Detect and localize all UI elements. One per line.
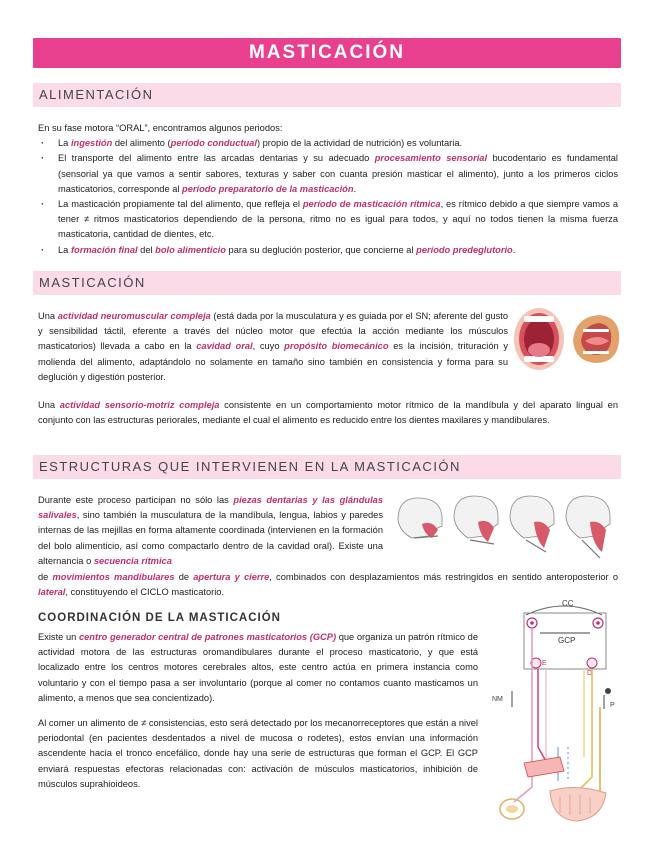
svg-text:P: P: [610, 702, 615, 709]
list-item: · El transporte del alimento entre las arcadas dentarias y su adecuado procesamiento sensorial bucodentario es fundamental (sensorial ya que vamos a sentir sabores, texturas y saber con cuanta presión masticar el alimento), junto a los primeros ciclos masticatorios, corresponde al período preparatorio de la masticación.: [38, 151, 618, 197]
estructuras-paragraph-bottom: de movimientos mandibulares de apertura y cierre, combinados con desplazamientos más restringidos en sentido anteroposterior o lateral, constituyendo el CICLO masticatorio.: [38, 572, 619, 598]
section-header-estructuras: ESTRUCTURAS QUE INTERVIENEN EN LA MASTICACIÓN: [33, 455, 621, 479]
diagram-label-gcp: GCP: [558, 636, 576, 645]
estructuras-paragraph-top: Durante este proceso participan no sólo las piezas dentarias y las glándulas salivales, sino también la musculatura de la mandíbula, lengua, labios y paredes internas de las mejillas en forma altamente coordinada (intervienen en la formación del bolo alimenticio, así como compactarlo dentro de la cavidad oral). Existe una alternancia o secuencia rítmica: [38, 495, 383, 566]
oral-cavity-section-illustration: [569, 311, 623, 367]
list-item: · La masticación propiamente tal del alimento, que refleja el período de masticación rítmica, es rítmico debido a que siempre vamos a tener ≠ ritmos masticatorios dependiendo de la persona, ritmo no es igual para todos, y aquí no todos tienen la misma fuerza masticatoria, cantidad de dientes, etc.: [38, 197, 618, 243]
open-mouth-illustration: [512, 306, 567, 372]
alimentacion-block: [38, 121, 618, 258]
masticacion-paragraph-1: Una actividad neuromuscular compleja (está dada por la musculatura y es guiada por el SN; aferente del gusto y sensibilidad táctil, eferente a través del núcleo motor que efectúa la acción mediante los músculos masticatorios) llevada a cabo en la cavidad oral, cuyo propósito biomecánico es la incisión, trituración y molienda del alimento, adaptándolo no solamente en tamaño sino también en consistencia y forma para su deglución y digestión posterior.: [38, 311, 508, 382]
alimentacion-intro: En su fase motora “ORAL”, encontramos algunos periodos:: [38, 123, 283, 133]
coordinacion-paragraph-2: Al comer un alimento de ≠ consistencias, esto será detectado por los mecanorreceptores que están a nivel periodontal (en pacientes desdentados a nivel de mucosa o rodetes), estos envían una información ascendente hacia el tronco encefálico, donde hay una serie de estructuras que forman el GCP. El GCP enviará respuestas efectoras relacionadas con: activación de músculos masticatorios, inhibición de músculos suprahioideos.: [38, 718, 478, 789]
svg-text:E: E: [542, 660, 547, 667]
section-header-alimentacion: ALIMENTACIÓN: [33, 83, 621, 107]
coordinacion-heading: COORDINACIÓN DE LA MASTICACIÓN: [38, 612, 281, 624]
jaw-movement-sequence-illustration: [392, 490, 622, 562]
svg-text:NM: NM: [492, 696, 503, 703]
masticacion-paragraph-2: Una actividad sensorio-motriz compleja consistente en un comportamiento motor rítmico de la mandíbula y del aparato lingual en conjunto con las estructuras periorales, mediante el cual el alimento es reducido entre los dientes maxilares y mandibulares.: [38, 400, 618, 426]
coordinacion-paragraph-1: Existe un centro generador central de patrones masticatorios (GCP) que organiza un patrón rítmico de actividad motora de las estructuras oromandibulares durante el proceso masticatorio, y que está localizado entre los centros motores cerebrales altos, este centro actúa en primera instancia como voluntario y con el tiempo pasa a ser involuntario (porque al comer no contamos cuanto masticamos un alimento, a menos que sea concientizado).: [38, 632, 479, 703]
diagram-label-cc: CC: [562, 599, 574, 608]
svg-text:D: D: [587, 670, 593, 677]
page-title: MASTICACIÓN: [33, 38, 621, 68]
list-item: · La formación final del bolo alimenticio para su deglución posterior, que concierne al período predeglutorio.: [38, 243, 618, 258]
section-header-masticacion: MASTICACIÓN: [33, 271, 621, 295]
gcp-circuit-diagram: [484, 597, 624, 829]
list-item: · La ingestión del alimento (período conductual) propio de la actividad de nutrición) es voluntaria.: [38, 136, 618, 151]
